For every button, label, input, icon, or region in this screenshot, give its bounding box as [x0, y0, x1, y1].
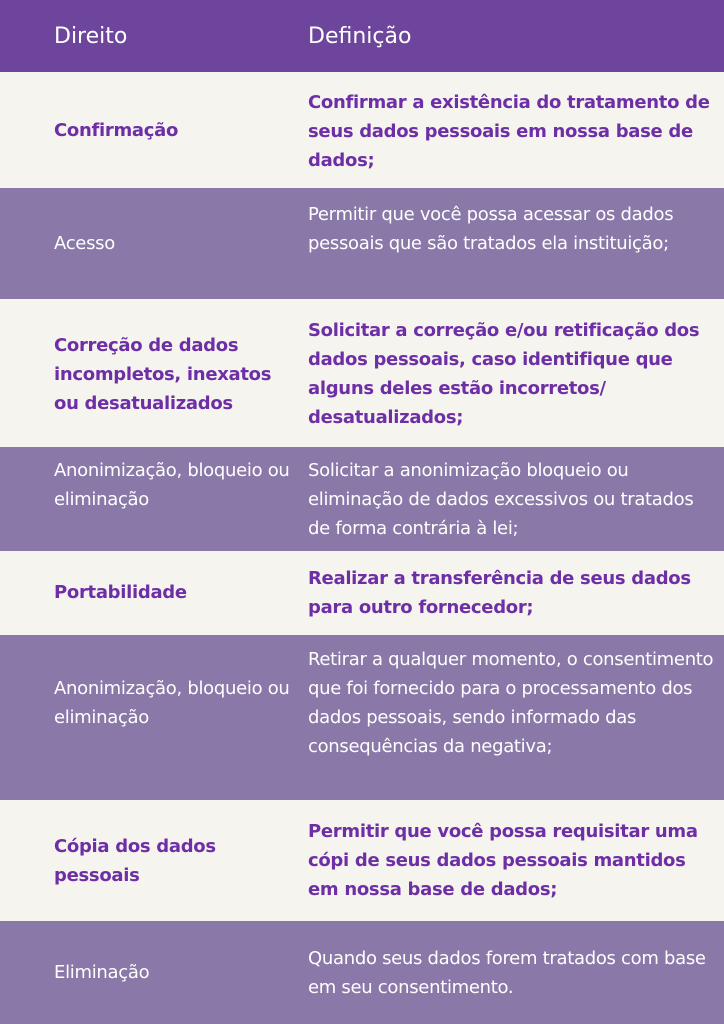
definition-cell: Confirmar a existência do tratamento de seus dados pessoais em nossa base de dados; [308, 92, 710, 171]
definition-cell: Permitir que você possa requisitar uma cópi de seus dados pessoais mantidos em nossa base de dados; [308, 821, 698, 900]
definition-cell: Realizar a transferência de seus dados para outro fornecedor; [308, 568, 691, 618]
definition-cell: Permitir que você possa acessar os dados pessoais que são tratados ela instituição; [308, 204, 674, 254]
table-row [0, 188, 724, 299]
table-header [0, 0, 724, 72]
definition-cell: Quando seus dados forem tratados com base em seu consentimento. [308, 948, 706, 998]
table-row [0, 800, 724, 921]
table-row [0, 72, 724, 188]
table-row [0, 635, 724, 800]
header-right-label: Direito [54, 24, 128, 49]
header-definition-label: Definição [308, 24, 412, 49]
table-row [0, 299, 724, 447]
table-row [0, 551, 724, 635]
right-cell: Cópia dos dados pessoais [54, 836, 216, 886]
right-cell: Confirmação [54, 120, 179, 141]
definition-cell: Solicitar a correção e/ou retificação dos dados pessoais, caso identifique que alguns deles estão incorretos/ desatualizados; [308, 320, 700, 428]
right-cell: Acesso [54, 233, 115, 254]
definition-cell: Solicitar a anonimização bloqueio ou eliminação de dados excessivos ou tratados de forma contrária à lei; [308, 460, 694, 539]
right-cell: Portabilidade [54, 582, 187, 603]
right-cell: Correção de dados incompletos, inexatos ou desatualizados [54, 335, 272, 414]
right-cell: Anonimização, bloqueio ou eliminação [54, 460, 290, 510]
table-row [0, 447, 724, 551]
right-cell: Eliminação [54, 962, 150, 983]
right-cell: Anonimização, bloqueio ou eliminação [54, 678, 290, 728]
table-row [0, 921, 724, 1024]
definition-cell: Retirar a qualquer momento, o consentimento que foi fornecido para o processamento dos dados pessoais, sendo informado das consequências da negativa; [308, 649, 714, 757]
